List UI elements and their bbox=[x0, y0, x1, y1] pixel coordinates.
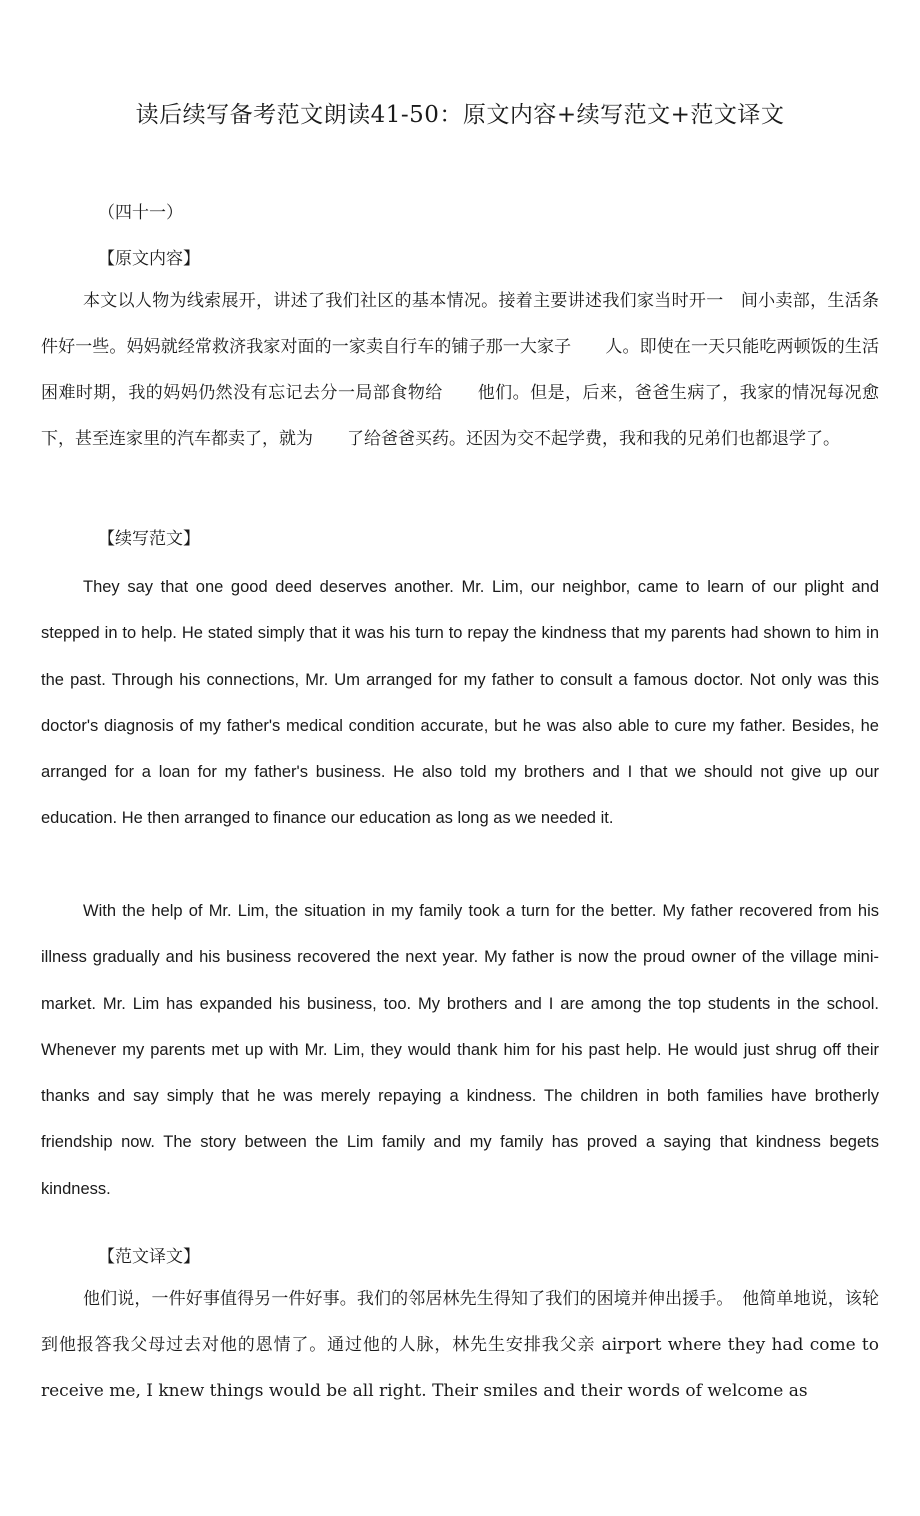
continuation-paragraph-2: With the help of Mr. Lim, the situation in my family took a turn for the better. My father recovered from his illness gradually and his business recovered the next year. My father is now the proud owner of the village mini-market. Mr. Lim has expanded his business, too. My brothers and I are among the top students in the school. Whenever my parents met up with Mr. Lim, they would thank him for his past help. He would just shrug off their thanks and say simply that he was merely repaying a kindness. The children in both families have brotherly friendship now. The story between the Lim family and my family has proved a saying that kindness begets kindness. bbox=[41, 902, 879, 1198]
document-title: 读后续写备考范文朗读41-50：原文内容+续写范文+范文译文 bbox=[135, 102, 785, 128]
original-heading: 【原文内容】 bbox=[98, 249, 200, 269]
section-number: （四十一） bbox=[98, 203, 183, 223]
translation-paragraph: 他们说，一件好事值得另一件好事。我们的邻居林先生得知了我们的困境并伸出援手。 他简单地说，该轮到他报答我父母过去对他的恩情了。通过他的人脉，林先生安排我父亲 airport where they had come to receive me, I knew things would be all right. Their smiles and their words of welcome as bbox=[41, 1289, 879, 1401]
translation-heading: 【范文译文】 bbox=[98, 1247, 200, 1267]
original-paragraph: 本文以人物为线索展开，讲述了我们社区的基本情况。接着主要讲述我们家当时开一 间小卖部，生活条件好一些。妈妈就经常救济我家对面的一家卖自行车的铺子那一大家子 人。即使在一天只能吃两顿饭的生活困难时期，我的妈妈仍然没有忘记去分一局部食物给 他们。但是，后来，爸爸生病了，我家的情况每况愈下，甚至连家里的汽车都卖了，就为 了给爸爸买药。还因为交不起学费，我和我的兄弟们也都退学了。 bbox=[41, 291, 879, 449]
continuation-heading: 【续写范文】 bbox=[98, 529, 200, 549]
continuation-paragraph-1: They say that one good deed deserves another. Mr. Lim, our neighbor, came to learn of our plight and stepped in to help. He stated simply that it was his turn to repay the kindness that my parents had shown to him in the past. Through his connections, Mr. Um arranged for my father to consult a famous doctor. Not only was this doctor's diagnosis of my father's medical condition accurate, but he was also able to cure my father. Besides, he arranged for a loan for my father's business. He also told my brothers and I that we should not give up our education. He then arranged to finance our education as long as we needed it. bbox=[41, 578, 879, 828]
